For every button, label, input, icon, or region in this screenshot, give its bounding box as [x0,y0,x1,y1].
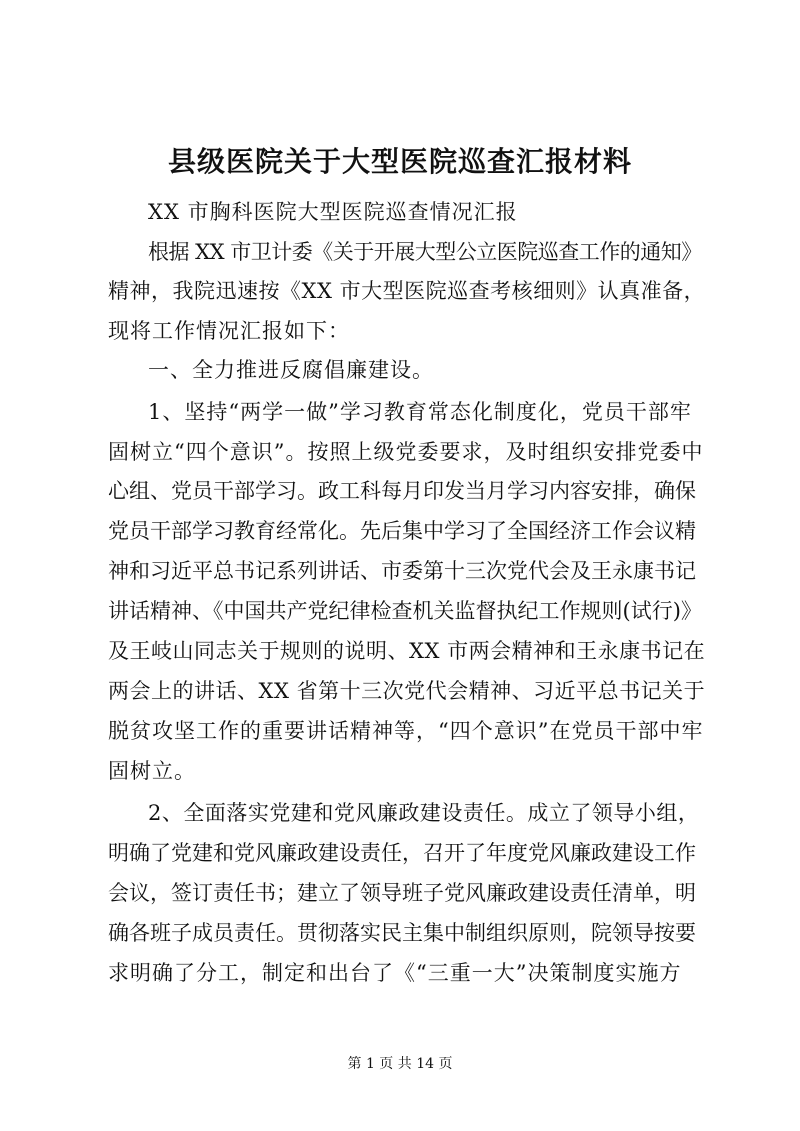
section-heading: 一、全力推进反腐倡廉建设。 [148,358,434,382]
body-line: 1、坚持“两学一做”学习教育常态化制度化，党员干部牢 [148,400,692,424]
body-line: 固树立。 [108,759,196,783]
body-line: 讲话精神、《中国共产党纪律检查机关监督执纪工作规则(试行)》 [108,599,702,623]
body-line: 2、全面落实党建和党风廉政建设责任。成立了领导小组， [148,801,700,825]
document-title: 县级医院关于大型医院巡查汇报材料 [167,145,632,178]
body-line: 心组、党员干部学习。政工科每月印发当月学习内容安排，确保 [108,479,696,503]
body-line: 脱贫攻坚工作的重要讲话精神等，“四个意识”在党员干部中牢 [108,719,704,743]
body-line: 两会上的讲话、XX 省第十三次党代会精神、习近平总书记关于 [108,679,706,703]
subtitle-line: XX 市胸科医院大型医院巡查情况汇报 [148,200,518,224]
body-line: 精神，我院迅速按《XX 市大型医院巡查考核细则》认真准备， [108,279,706,303]
body-line: 及王岐山同志关于规则的说明、XX 市两会精神和王永康书记在 [108,639,706,663]
body-line: 确各班子成员责任。贯彻落实民主集中制组织原则，院领导按要 [108,921,696,945]
body-line: 现将工作情况汇报如下： [108,319,350,343]
body-line: 神和习近平总书记系列讲话、市委第十三次党代会及王永康书记 [108,559,696,583]
body-line: 求明确了分工，制定和出台了《“三重一大”决策制度实施方 [108,961,682,985]
body-line: 党员干部学习教育经常化。先后集中学习了全国经济工作会议精 [108,519,696,543]
body-line: 明确了党建和党风廉政建设责任，召开了年度党风廉政建设工作 [108,841,696,865]
body-line: 根据 XX 市卫计委《关于开展大型公立医院巡查工作的通知》 [148,240,702,264]
page-footer: 第 1 页 共 14 页 [347,1056,453,1072]
body-line: 固树立“四个意识”。按照上级党委要求，及时组织安排党委中 [108,440,704,464]
body-line: 会议，签订责任书；建立了领导班子党风廉政建设责任清单，明 [108,881,696,905]
